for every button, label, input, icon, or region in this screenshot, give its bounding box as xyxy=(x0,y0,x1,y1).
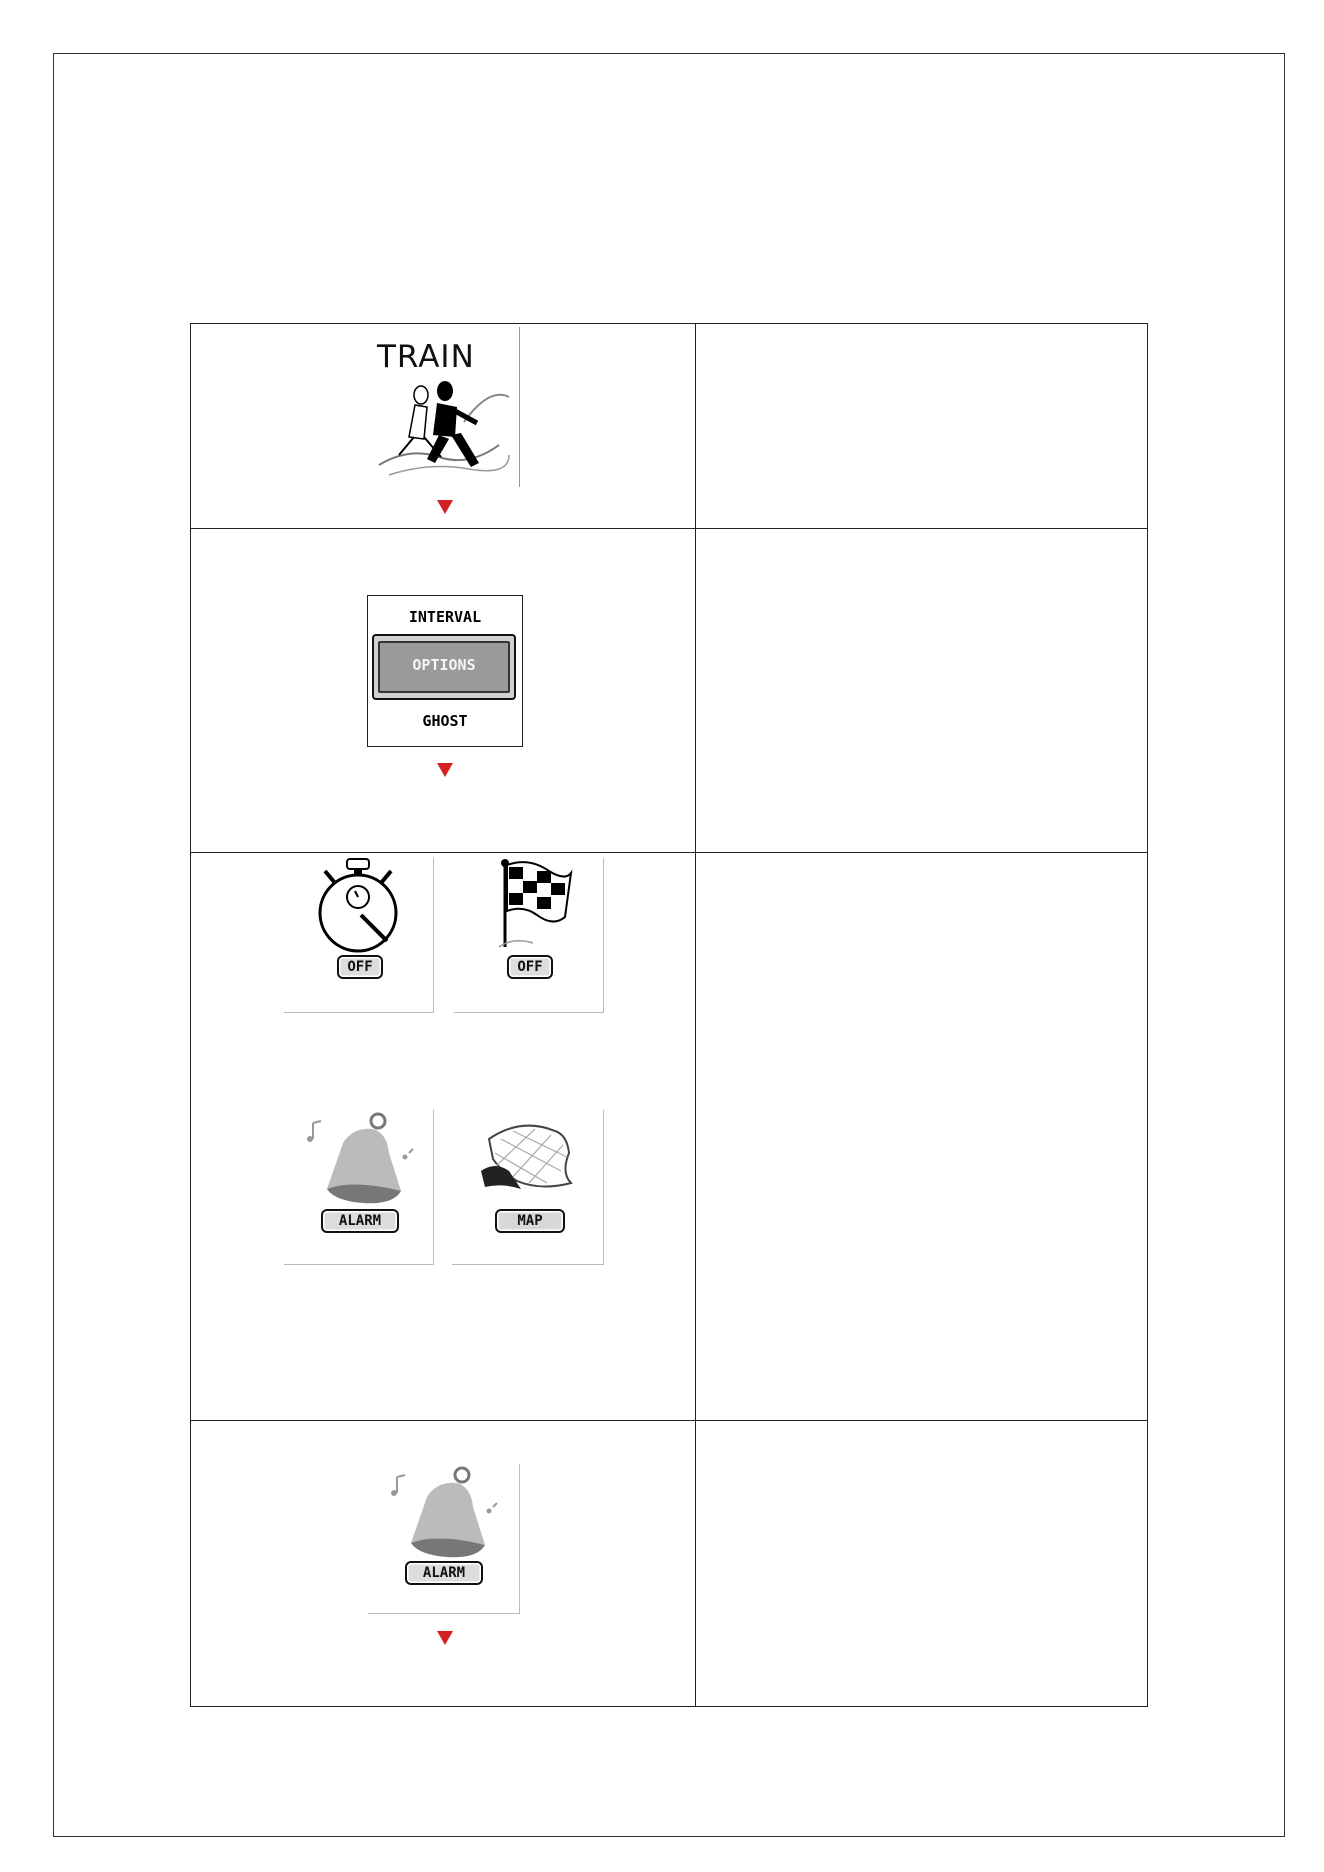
table-row-alarm xyxy=(191,1420,1147,1706)
instruction-table xyxy=(190,323,1148,1707)
train-title: TRAIN xyxy=(377,339,475,375)
flag-screen xyxy=(453,857,603,1012)
menu-item-ghost[interactable]: GHOST xyxy=(422,712,468,730)
stopwatch-screen xyxy=(283,857,433,1012)
alarm-badge: ALARM xyxy=(405,1561,483,1585)
flag-status-badge: OFF xyxy=(507,955,553,979)
menu-screen xyxy=(367,595,523,747)
train-screen xyxy=(369,327,520,487)
checkered-flag-icon xyxy=(453,857,603,957)
alarm-screen xyxy=(367,1463,519,1613)
stopwatch-icon xyxy=(283,857,433,957)
map-option-badge: MAP xyxy=(495,1209,565,1233)
alarm-bell-icon xyxy=(367,1463,517,1563)
alarm-bell-icon xyxy=(283,1109,433,1209)
menu-item-interval[interactable]: INTERVAL xyxy=(408,608,482,626)
down-arrow-icon xyxy=(437,500,453,514)
map-icon xyxy=(451,1109,601,1209)
menu-item-options[interactable]: OPTIONS xyxy=(412,656,476,674)
down-arrow-icon xyxy=(437,763,453,777)
runners-icon xyxy=(369,327,519,487)
alarm-option-badge: ALARM xyxy=(321,1209,399,1233)
stopwatch-status-badge: OFF xyxy=(337,955,383,979)
down-arrow-icon xyxy=(437,1631,453,1645)
table-row-train xyxy=(191,324,1147,528)
alarm-option-screen xyxy=(283,1109,433,1264)
menu-selection-frame xyxy=(372,634,516,700)
table-row-option-icons xyxy=(191,852,1147,1420)
map-screen xyxy=(451,1109,603,1264)
table-row-options xyxy=(191,528,1147,852)
